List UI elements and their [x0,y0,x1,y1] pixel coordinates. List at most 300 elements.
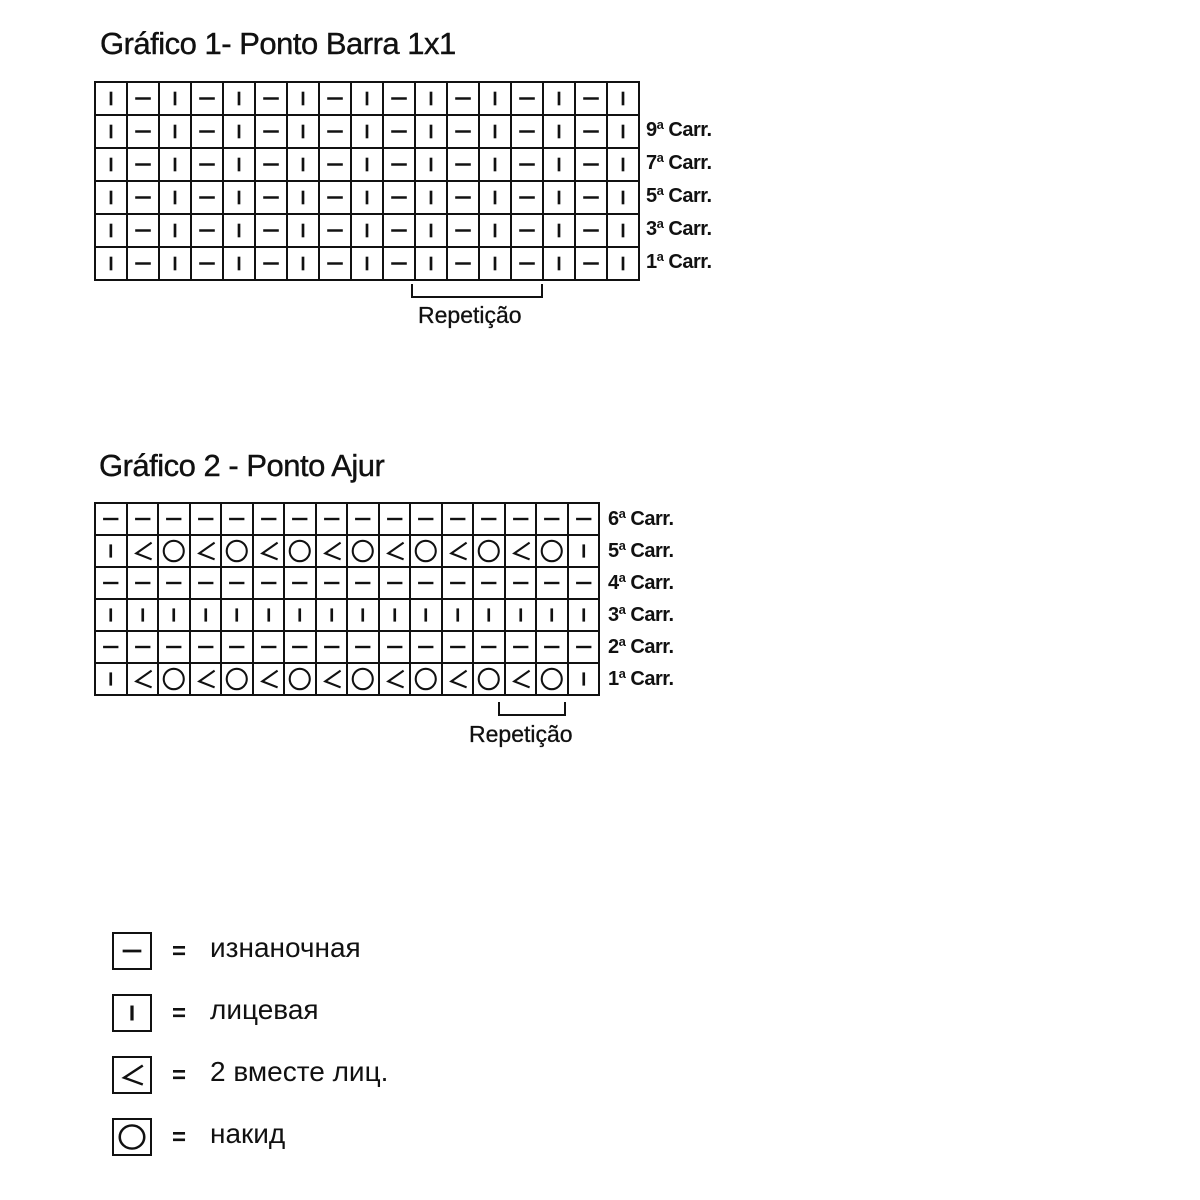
chart-cell [190,567,222,599]
knit-symbol [506,600,536,630]
chart-cell [95,181,127,214]
purl-symbol [569,504,599,534]
purl-symbol [384,149,414,180]
purl-symbol [191,504,221,534]
row-label: 5$^a$ Carr. [646,183,712,207]
chart-cell [190,663,222,695]
yarn-over-symbol [222,536,252,566]
purl-symbol [317,568,347,598]
purl-symbol [320,182,350,213]
purl-symbol [256,116,286,147]
purl-symbol [448,116,478,147]
chart-cell [221,599,253,631]
purl-symbol [256,215,286,246]
legend-equals: = [172,1124,187,1151]
chart-cell [543,115,575,148]
purl-symbol [474,568,504,598]
chart-cell [347,535,379,567]
yarn-over-symbol [411,664,441,694]
chart-cell [191,82,223,115]
purl-symbol [448,215,478,246]
chart-cell [568,631,600,663]
knit-symbol [288,116,318,147]
chart-cell [575,247,607,280]
chart-cell [191,214,223,247]
chart-cell [473,567,505,599]
chart-cell [379,567,411,599]
chart-cell [479,181,511,214]
chart-cell [511,148,543,181]
chart-cell [190,631,222,663]
chart-cell [319,82,351,115]
knit-symbol [480,149,510,180]
chart-cell [284,631,316,663]
knit-symbol [160,149,190,180]
knit-symbol [443,600,473,630]
chart-cell [287,148,319,181]
chart2-title: Gráfico 2 - Ponto Ajur [99,448,385,483]
purl-symbol [411,632,441,662]
chart-cell [442,535,474,567]
knit-symbol [544,149,574,180]
chart-cell [442,599,474,631]
purl-symbol [256,83,286,114]
chart-cell [607,82,639,115]
chart-cell [536,567,568,599]
chart-cell [568,535,600,567]
chart-cell [221,503,253,535]
chart-cell [351,181,383,214]
row-label: 3$^a$ Carr. [608,602,674,626]
legend-equals: = [172,1062,187,1089]
purl-symbol [191,632,221,662]
chart-cell [319,214,351,247]
knit-symbol [352,182,382,213]
knit-symbol [96,83,126,114]
knit-symbol [96,600,126,630]
chart-cell [316,535,348,567]
chart-cell [447,82,479,115]
purl-symbol [192,116,222,147]
purl-symbol [512,182,542,213]
chart-cell [127,663,159,695]
chart-cell [221,535,253,567]
chart-cell [442,631,474,663]
legend-equals: = [172,1000,187,1027]
chart-cell [410,631,442,663]
chart-cell [287,82,319,115]
chart-cell [479,148,511,181]
knit-symbol [288,182,318,213]
chart-cell [536,503,568,535]
knit-symbol [352,215,382,246]
chart-cell [351,247,383,280]
chart-cell [575,82,607,115]
knit-symbol [416,116,446,147]
chart-cell [379,631,411,663]
chart-cell [511,247,543,280]
purl-symbol [384,83,414,114]
chart-cell [473,599,505,631]
purl-symbol [348,504,378,534]
chart-cell [284,599,316,631]
chart-cell [543,181,575,214]
chart-cell [383,247,415,280]
chart-cell [287,115,319,148]
chart-cell [127,181,159,214]
chart-cell [159,148,191,181]
chart-cell [287,247,319,280]
chart-cell [127,535,159,567]
purl-symbol [222,568,252,598]
chart-cell [158,567,190,599]
knit-symbol [160,248,190,279]
purl-symbol [256,149,286,180]
chart-cell [415,82,447,115]
purl-symbol [222,504,252,534]
chart-cell [191,181,223,214]
purl-symbol [576,215,606,246]
chart-cell [575,115,607,148]
chart-cell [347,503,379,535]
knit-symbol [222,600,252,630]
knit-symbol [96,248,126,279]
knit-symbol [608,182,638,213]
purl-symbol [506,632,536,662]
chart-cell [255,115,287,148]
chart-cell [127,82,159,115]
purl-symbol [192,248,222,279]
chart-cell [223,247,255,280]
knit-symbol [380,600,410,630]
k2tog-symbol [254,664,284,694]
yarn-over-symbol [159,664,189,694]
chart-cell [223,82,255,115]
knit-symbol [288,215,318,246]
knit-symbol [569,600,599,630]
chart-cell [575,148,607,181]
purl-symbol [128,215,158,246]
knit-symbol [224,215,254,246]
chart-cell [447,115,479,148]
chart-cell [607,247,639,280]
legend-box-purl-symbol [112,932,152,970]
chart-cell [415,214,447,247]
purl-symbol [448,182,478,213]
chart-cell [127,247,159,280]
k2tog-symbol [128,536,158,566]
chart-cell [479,247,511,280]
chart-cell [159,82,191,115]
purl-symbol [114,934,150,968]
chart-cell [191,148,223,181]
chart-cell [284,535,316,567]
purl-symbol [192,182,222,213]
chart-cell [543,247,575,280]
chart-cell [479,82,511,115]
chart-row [95,214,639,247]
row-label: 1$^a$ Carr. [646,249,712,273]
chart-cell [383,115,415,148]
purl-symbol [512,116,542,147]
chart-cell [319,148,351,181]
chart-cell [158,503,190,535]
chart-cell [190,535,222,567]
chart-cell [379,503,411,535]
chart-cell [505,631,537,663]
chart-cell [415,115,447,148]
chart-cell [511,82,543,115]
purl-symbol [384,248,414,279]
knit-symbol [160,215,190,246]
chart-cell [158,663,190,695]
chart-cell [316,567,348,599]
purl-symbol [96,568,126,598]
chart-cell [127,214,159,247]
purl-symbol [380,632,410,662]
chart-cell [543,214,575,247]
yarn-over-symbol [222,664,252,694]
knit-symbol [224,182,254,213]
k2tog-symbol [191,664,221,694]
chart-cell [383,148,415,181]
chart-cell [607,181,639,214]
chart-cell [536,535,568,567]
purl-symbol [348,632,378,662]
k2tog-symbol [317,536,347,566]
purl-symbol [576,182,606,213]
chart-cell [221,631,253,663]
chart-cell [284,567,316,599]
purl-symbol [128,182,158,213]
knit-symbol [224,83,254,114]
chart-cell [473,663,505,695]
knit-symbol [544,116,574,147]
legend-text: лицевая [210,994,319,1025]
purl-symbol [576,116,606,147]
chart-cell [253,535,285,567]
chart-cell [505,535,537,567]
purl-symbol [537,632,567,662]
purl-symbol [474,504,504,534]
purl-symbol [474,632,504,662]
knit-symbol [416,215,446,246]
purl-symbol [128,568,158,598]
chart-cell [351,82,383,115]
chart-cell [255,82,287,115]
chart-cell [319,247,351,280]
chart-cell [607,115,639,148]
yarn-over-symbol [411,536,441,566]
knit-symbol [537,600,567,630]
purl-symbol [159,504,189,534]
chart1-repeat-label: Repetição [418,302,522,328]
knit-symbol [224,149,254,180]
yarn-over-symbol [537,664,567,694]
chart-cell [95,503,127,535]
chart-cell [347,599,379,631]
chart-cell [383,214,415,247]
chart-cell [351,115,383,148]
chart-cell [95,148,127,181]
knit-symbol [160,116,190,147]
chart-cell [511,181,543,214]
purl-symbol [159,632,189,662]
knit-symbol [224,116,254,147]
knit-symbol [352,83,382,114]
chart-cell [223,148,255,181]
chart-cell [319,181,351,214]
k2tog-symbol [114,1058,150,1092]
purl-symbol [317,504,347,534]
chart-cell [159,247,191,280]
purl-symbol [192,83,222,114]
purl-symbol [443,504,473,534]
k2tog-symbol [506,664,536,694]
chart-row [95,148,639,181]
purl-symbol [411,504,441,534]
chart-cell [543,148,575,181]
purl-symbol [537,504,567,534]
knit-symbol [608,149,638,180]
chart-cell [253,599,285,631]
purl-symbol [128,504,158,534]
chart-cell [95,535,127,567]
purl-symbol [191,568,221,598]
knit-symbol [288,149,318,180]
chart-cell [351,148,383,181]
chart-cell [127,115,159,148]
knit-symbol [544,182,574,213]
purl-symbol [448,83,478,114]
chart-cell [536,599,568,631]
chart-cell [253,631,285,663]
chart-cell [223,214,255,247]
chart-cell [575,214,607,247]
knit-symbol [544,248,574,279]
knit-symbol [114,996,150,1030]
purl-symbol [254,568,284,598]
purl-symbol [443,568,473,598]
chart-row [95,599,599,631]
chart-cell [568,567,600,599]
knit-symbol [159,600,189,630]
chart-cell [379,535,411,567]
purl-symbol [512,83,542,114]
chart-row [95,631,599,663]
yarn-over-symbol [348,664,378,694]
chart-cell [316,631,348,663]
chart-cell [127,503,159,535]
chart-cell [473,631,505,663]
row-label: 9$^a$ Carr. [646,117,712,141]
chart-cell [505,599,537,631]
chart-cell [473,503,505,535]
chart-cell [223,181,255,214]
knit-symbol [608,248,638,279]
knit-symbol [411,600,441,630]
chart-cell [284,503,316,535]
knit-symbol [608,83,638,114]
purl-symbol [448,248,478,279]
chart-cell [127,631,159,663]
yarn-over-symbol [474,536,504,566]
knit-symbol [480,83,510,114]
purl-symbol [443,632,473,662]
chart-row [95,567,599,599]
knit-symbol [254,600,284,630]
chart-cell [127,599,159,631]
chart-cell [127,567,159,599]
purl-symbol [384,182,414,213]
chart-row [95,663,599,695]
chart-cell [158,535,190,567]
chart-cell [410,503,442,535]
yarn-over-symbol [348,536,378,566]
chart-cell [255,214,287,247]
yarn-over-symbol [285,664,315,694]
chart-cell [95,599,127,631]
chart-cell [447,214,479,247]
legend-equals: = [172,938,187,965]
chart-cell [536,631,568,663]
chart-cell [447,247,479,280]
yarn-over-symbol [474,664,504,694]
knit-symbol [96,664,126,694]
chart1-grid [94,81,640,281]
chart-cell [607,214,639,247]
purl-symbol [128,248,158,279]
purl-symbol [192,149,222,180]
chart-cell [415,148,447,181]
chart-row [95,535,599,567]
knit-symbol [480,248,510,279]
chart-cell [158,631,190,663]
knit-symbol [416,149,446,180]
chart-cell [351,214,383,247]
chart-cell [159,115,191,148]
chart-cell [95,631,127,663]
chart-cell [253,663,285,695]
knit-symbol [285,600,315,630]
chart-cell [253,503,285,535]
chart-cell [158,599,190,631]
knit-symbol [96,536,126,566]
chart-cell [287,181,319,214]
chart-row [95,503,599,535]
chart-cell [253,567,285,599]
chart-cell [505,663,537,695]
chart-cell [347,663,379,695]
chart-cell [447,181,479,214]
knit-symbol [348,600,378,630]
chart-cell [95,663,127,695]
chart-cell [447,148,479,181]
chart-cell [479,214,511,247]
knit-symbol [544,215,574,246]
chart-cell [95,82,127,115]
chart-row [95,181,639,214]
knit-symbol [544,83,574,114]
chart-cell [316,503,348,535]
purl-symbol [569,568,599,598]
chart-cell [505,567,537,599]
chart-cell [347,567,379,599]
row-label: 6$^a$ Carr. [608,506,674,530]
purl-symbol [285,504,315,534]
knit-symbol [96,116,126,147]
chart-cell [410,535,442,567]
